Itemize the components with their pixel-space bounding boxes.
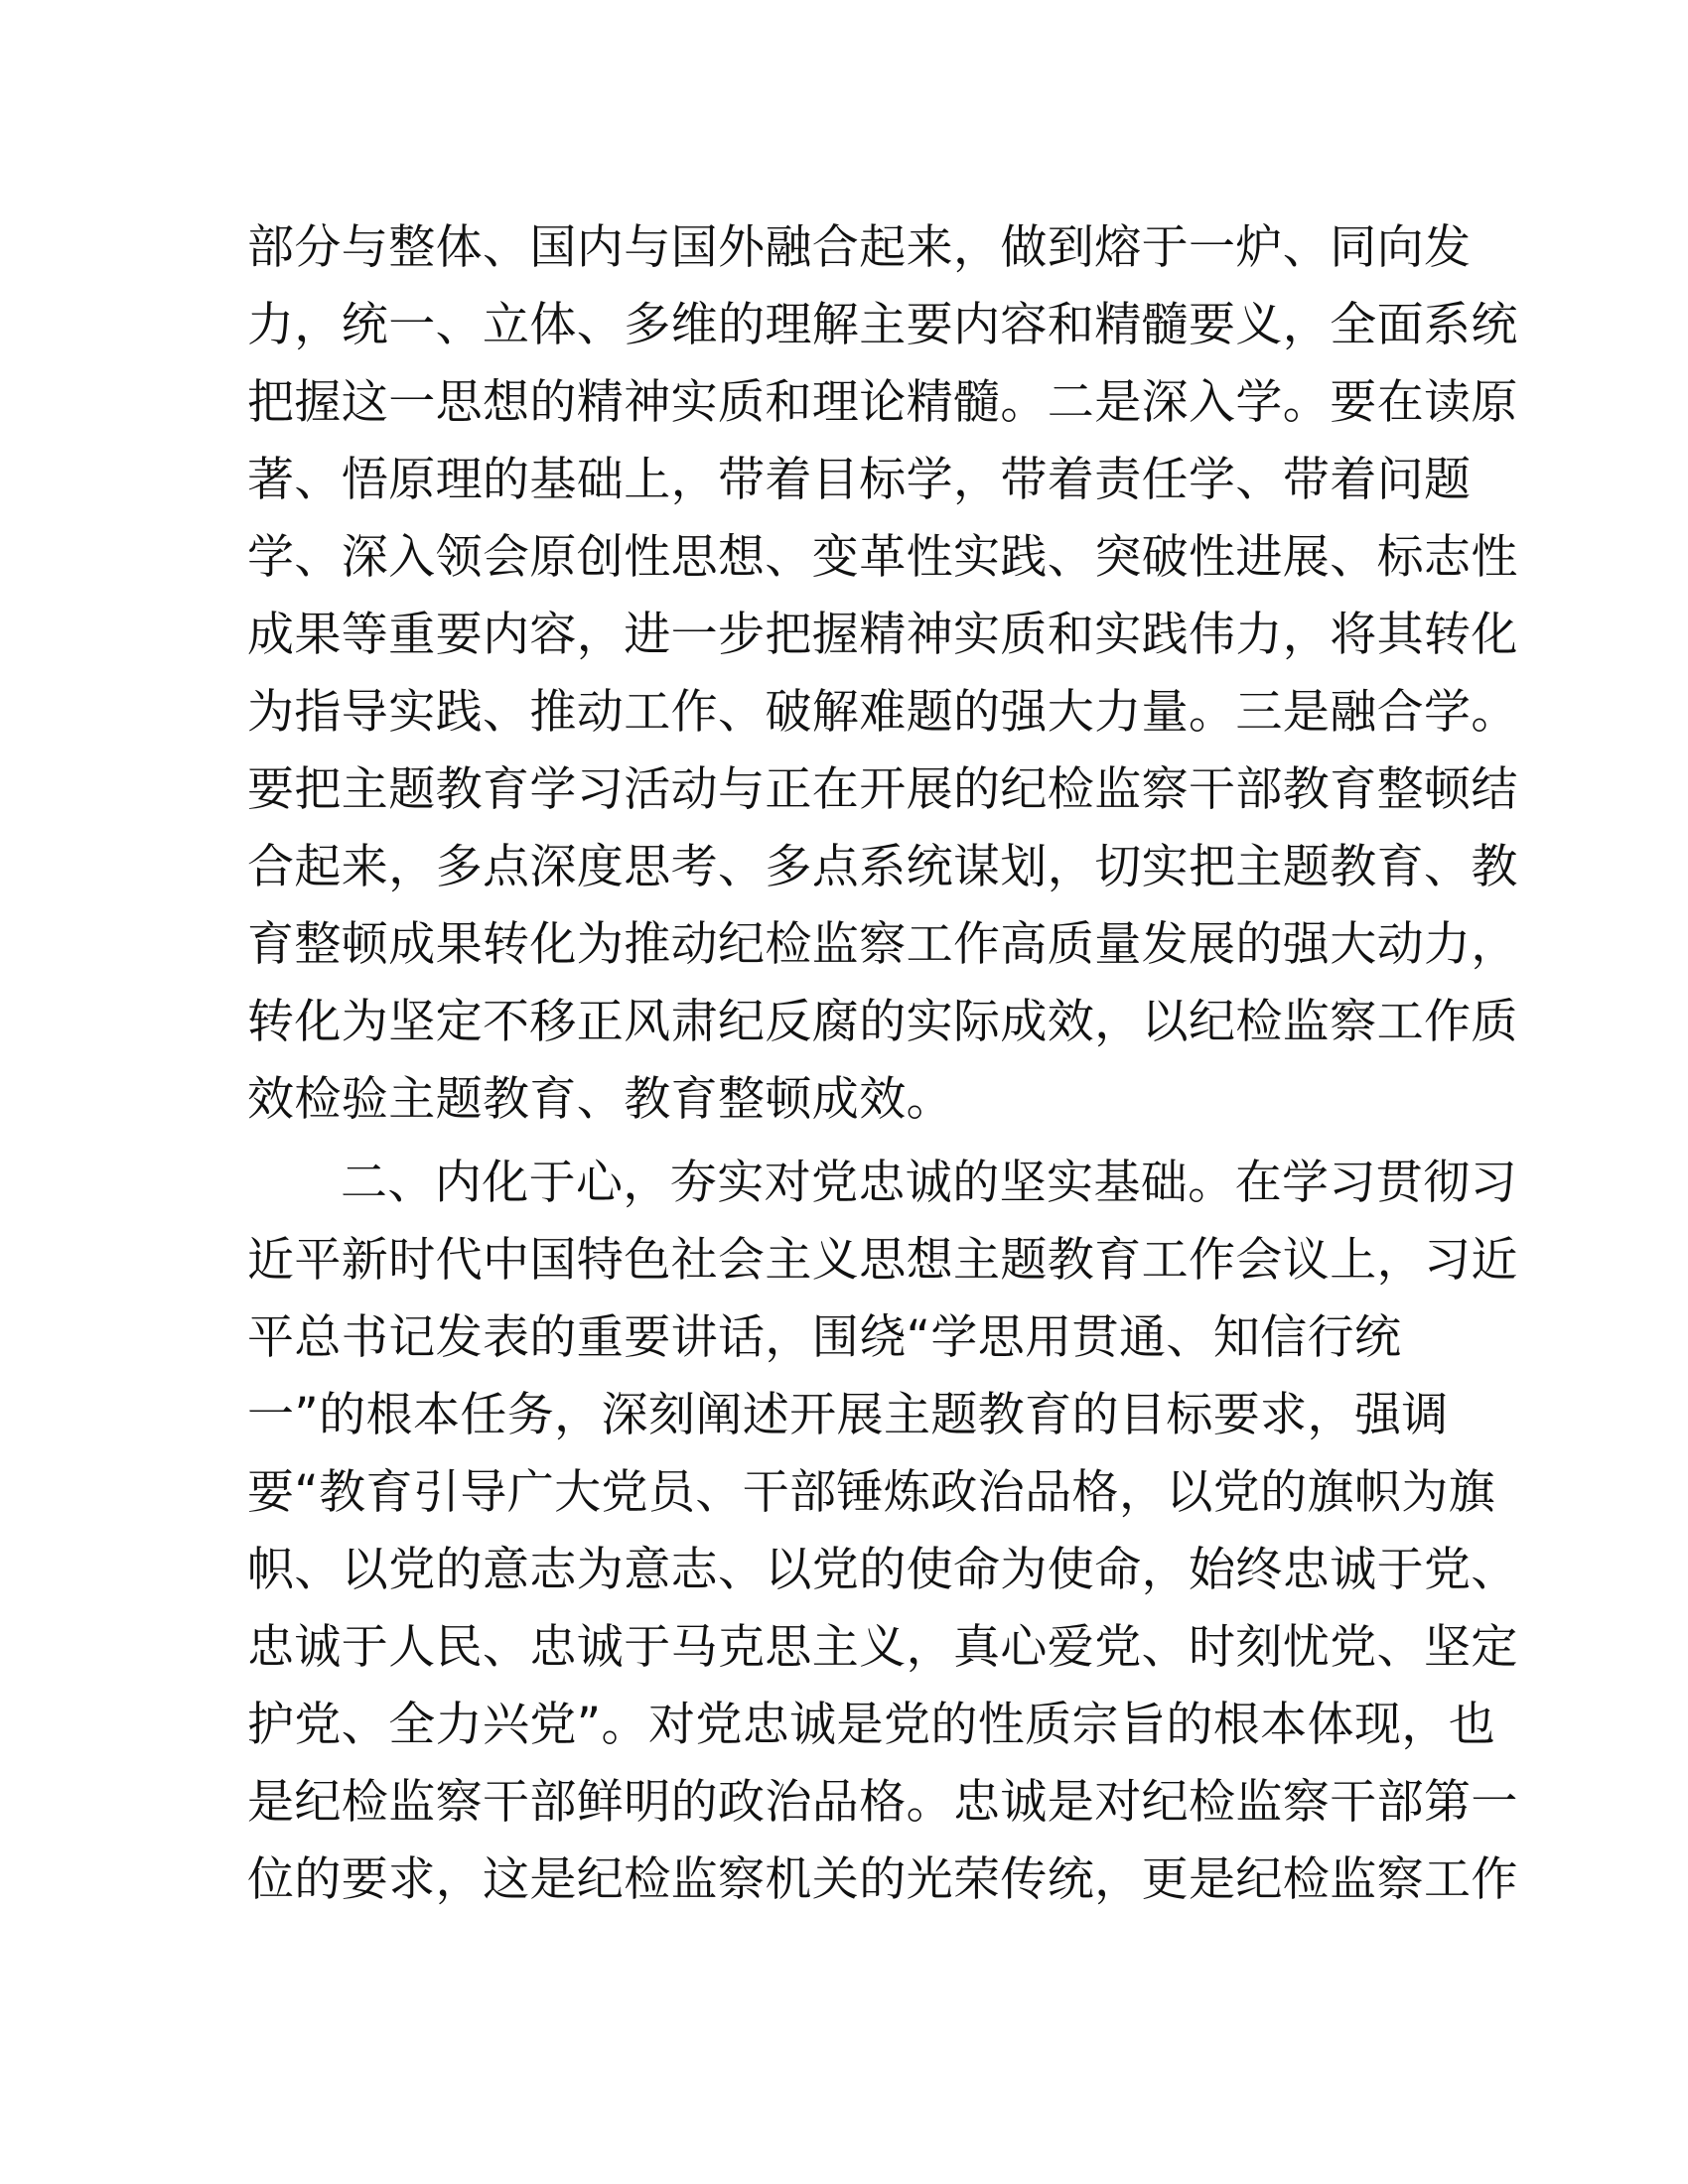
text-line: 力，统一、立体、多维的理解主要内容和精髓要义，全面系统 — [247, 298, 1518, 352]
text-line-first: 二、内化于心，夯实对党忠诚的坚实基础。在学习贯彻习 — [341, 1156, 1517, 1210]
text-line: 效检验主题教育、教育整顿成效。 — [247, 1072, 953, 1127]
text-line: 要“教育引导广大党员、干部锤炼政治品格，以党的旗帜为旗 — [247, 1465, 1496, 1520]
text-line: 为指导实践、推动工作、破解难题的强大力量。三是融合学。 — [247, 685, 1518, 740]
paragraph-section-two — [247, 1145, 1518, 1919]
text-line: 近平新时代中国特色社会主义思想主题教育工作会议上，习近 — [247, 1233, 1518, 1288]
text-line: 育整顿成果转化为推动纪检监察工作高质量发展的强大动力， — [247, 917, 1518, 972]
text-line: 要把主题教育学习活动与正在开展的纪检监察干部教育整顿结 — [247, 762, 1518, 817]
text-line: 部分与整体、国内与国外融合起来，做到熔于一炉、同向发 — [247, 220, 1472, 275]
text-line: 护党、全力兴党”。对党忠诚是党的性质宗旨的根本体现，也 — [247, 1698, 1496, 1752]
text-line: 合起来，多点深度思考、多点系统谋划，切实把主题教育、教 — [247, 840, 1518, 894]
text-line: 转化为坚定不移正风肃纪反腐的实际成效，以纪检监察工作质 — [247, 995, 1518, 1049]
paragraph-continuation — [247, 209, 1518, 1139]
text-line: 忠诚于人民、忠诚于马克思主义，真心爱党、时刻忧党、坚定 — [247, 1620, 1518, 1675]
text-line: 位的要求，这是纪检监察机关的光荣传统，更是纪检监察工作 — [247, 1852, 1518, 1907]
text-line: 学、深入领会原创性思想、变革性实践、突破性进展、标志性 — [247, 530, 1518, 585]
text-line: 一”的根本任务，深刻阐述开展主题教育的目标要求，强调 — [247, 1388, 1449, 1442]
text-line: 帜、以党的意志为意志、以党的使命为使命，始终忠诚于党、 — [247, 1543, 1518, 1597]
text-line: 平总书记发表的重要讲话，围绕“学思用贯通、知信行统 — [247, 1310, 1402, 1365]
text-line: 成果等重要内容，进一步把握精神实质和实践伟力，将其转化 — [247, 608, 1518, 662]
text-line: 是纪检监察干部鲜明的政治品格。忠诚是对纪检监察干部第一 — [247, 1775, 1518, 1830]
text-line: 把握这一思想的精神实质和理论精髓。二是深入学。要在读原 — [247, 375, 1518, 430]
text-line: 著、悟原理的基础上，带着目标学，带着责任学、带着问题 — [247, 453, 1472, 507]
